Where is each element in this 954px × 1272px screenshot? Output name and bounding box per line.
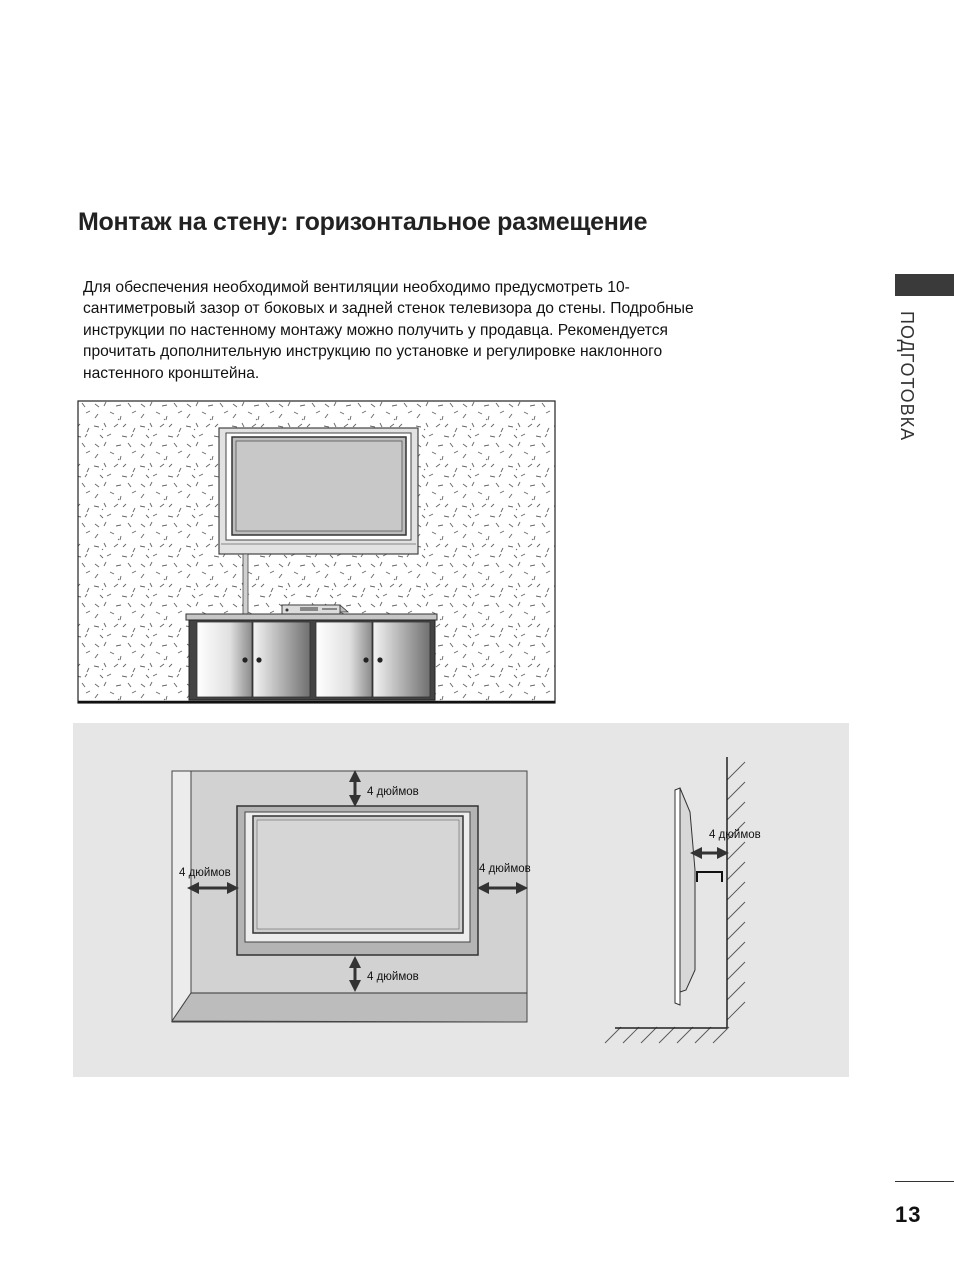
gap-left-label: 4 дюймов [179,867,231,879]
gap-bottom-label: 4 дюймов [367,971,419,983]
intro-line: Для обеспечения необходимой вентиляции необходимо предусмотреть 10- [83,279,630,296]
intro-line: прочитать дополнительную инструкцию по установке и регулировке наклонного [83,343,663,361]
gap-right-label: 4 дюймов [479,863,531,875]
page-title: Монтаж на стену: горизонтальное размещение [78,208,648,236]
page-number: 13 [895,1202,922,1227]
intro-line: настенного кронштейна. [83,364,260,382]
intro-line: инструкции по настенному монтажу можно получить у продавца. Рекомендуется [83,321,668,339]
gap-top-label: 4 дюймов [367,786,419,798]
front-view [172,771,531,1022]
section-label: ПОДГОТОВКА [897,311,917,442]
page-number-rule [895,1181,954,1182]
gap-rear-label: 4 дюймов [709,829,761,841]
intro-line: сантиметровый зазор от боковых и задней стенок телевизора до стены. Подробные [83,300,694,318]
